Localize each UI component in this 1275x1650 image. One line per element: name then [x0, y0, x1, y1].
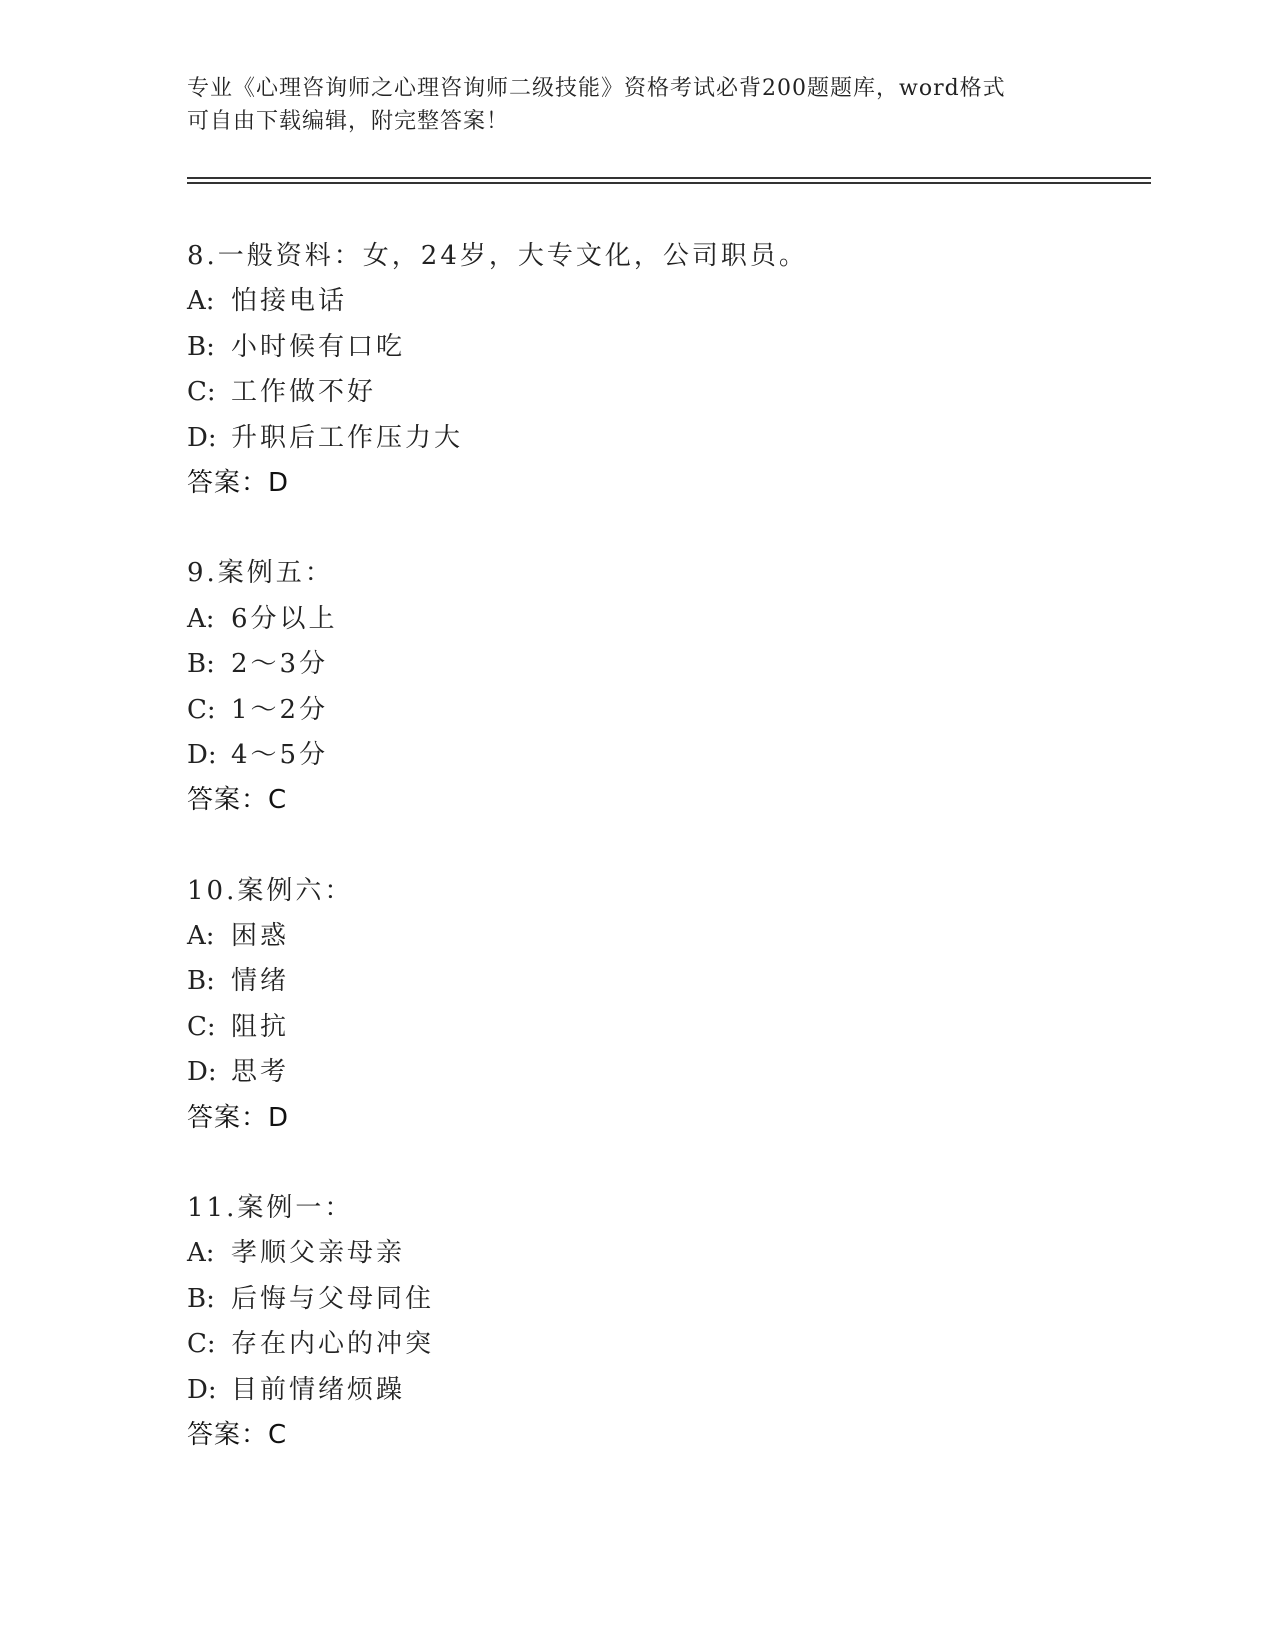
question-option — [187, 279, 1087, 324]
question-option — [187, 642, 1087, 687]
option-text: 2～3分 — [231, 649, 329, 680]
option-text: 思考 — [231, 1057, 290, 1088]
question-option — [187, 1277, 1087, 1322]
document-header — [187, 72, 1087, 138]
question-option — [187, 597, 1087, 642]
option-text: 6分以上 — [231, 603, 338, 634]
option-text: 怕接电话 — [231, 286, 348, 317]
question-answer: 答案：D — [187, 1102, 290, 1133]
option-letter: D: — [187, 422, 217, 453]
question-option — [187, 1005, 1087, 1050]
option-text: 情绪 — [231, 966, 290, 997]
option-letter: B: — [187, 1283, 215, 1314]
question-option — [187, 1368, 1087, 1413]
option-letter: A: — [187, 1238, 215, 1269]
question-stem: 10.案例六： — [187, 875, 354, 906]
option-text: 后悔与父母同住 — [231, 1283, 435, 1314]
option-letter: A: — [187, 921, 215, 952]
question-option — [187, 914, 1087, 959]
option-text: 阻抗 — [231, 1011, 290, 1042]
question-answer: 答案：C — [187, 1419, 288, 1450]
option-letter: B: — [187, 331, 215, 362]
header-divider-top — [187, 177, 1151, 179]
option-text: 困惑 — [231, 921, 290, 952]
option-letter: C: — [187, 1329, 216, 1360]
question-answer: 答案：D — [187, 467, 290, 498]
question-item — [187, 1186, 1087, 1458]
option-text: 存在内心的冲突 — [231, 1329, 435, 1360]
option-text: 小时候有口吃 — [231, 331, 406, 362]
question-option — [187, 1050, 1087, 1095]
header-line-1: 专业《心理咨询师之心理咨询师二级技能》资格考试必背200题题库，word格式 — [187, 76, 1006, 101]
question-stem: 8.一般资料：女，24岁，大专文化，公司职员。 — [187, 241, 808, 271]
option-letter: C: — [187, 1011, 216, 1042]
question-option — [187, 370, 1087, 415]
question-stem: 9.案例五： — [187, 558, 334, 589]
header-divider-bottom — [187, 182, 1151, 184]
question-option — [187, 416, 1087, 461]
question-option — [187, 1231, 1087, 1276]
question-item — [187, 551, 1087, 823]
question-list — [187, 234, 1087, 1503]
question-item — [187, 869, 1087, 1141]
option-letter: B: — [187, 649, 215, 680]
question-option — [187, 325, 1087, 370]
option-letter: A: — [187, 286, 215, 317]
option-letter: C: — [187, 377, 216, 408]
question-item — [187, 234, 1087, 506]
question-option — [187, 688, 1087, 733]
option-letter: A: — [187, 603, 215, 634]
question-answer: 答案：C — [187, 785, 288, 816]
option-text: 升职后工作压力大 — [231, 422, 464, 453]
option-letter: B: — [187, 966, 215, 997]
question-option — [187, 733, 1087, 778]
option-text: 1～2分 — [231, 694, 329, 725]
header-line-2: 可自由下载编辑，附完整答案！ — [187, 109, 510, 134]
option-letter: D: — [187, 739, 217, 770]
question-option — [187, 1322, 1087, 1367]
option-letter: D: — [187, 1057, 217, 1088]
option-letter: C: — [187, 694, 216, 725]
option-text: 孝顺父亲母亲 — [231, 1238, 406, 1269]
option-text: 目前情绪烦躁 — [231, 1374, 406, 1405]
question-option — [187, 959, 1087, 1004]
option-letter: D: — [187, 1374, 217, 1405]
option-text: 4～5分 — [231, 739, 329, 770]
question-stem: 11.案例一： — [187, 1193, 354, 1224]
option-text: 工作做不好 — [231, 377, 377, 408]
